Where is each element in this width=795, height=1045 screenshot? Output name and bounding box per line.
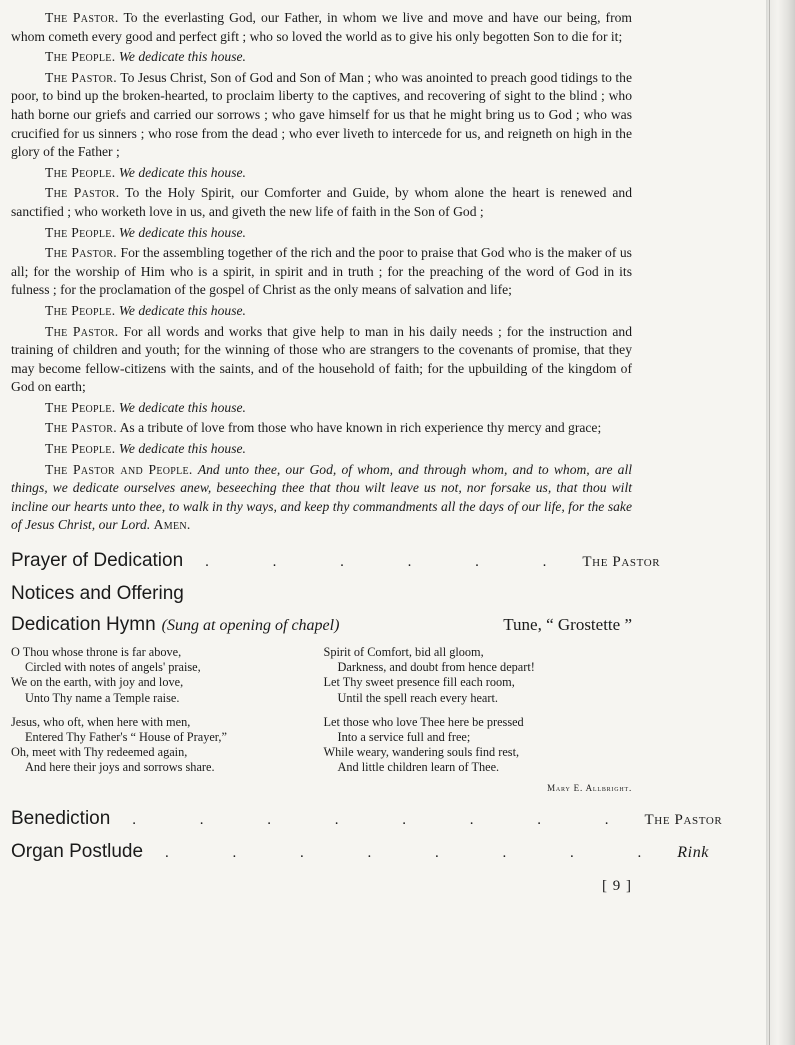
litany-pastor-5 (11, 323, 632, 397)
composer-label: Rink (677, 844, 710, 862)
page-edge (766, 0, 795, 1045)
section-title: Dedication Hymn (11, 614, 156, 636)
leader-dots: . . . . . . . . (165, 845, 672, 862)
benediction-row (11, 803, 723, 836)
verse-line: Until the spell reach every heart. (337, 690, 498, 705)
verse-line: Spirit of Comfort, bid all gloom, (323, 645, 484, 660)
speaker-label: The People. (45, 399, 116, 415)
litany-people-2 (11, 164, 632, 183)
page-content (11, 9, 723, 896)
notices-row (11, 578, 632, 609)
verse-line: O Thou whose throne is far above, (11, 645, 182, 660)
speaker-label: The People. (45, 164, 116, 180)
hymn-verse-3 (324, 645, 633, 706)
section-title: Benediction (11, 808, 111, 830)
hymn-subtitle: (Sung at opening of chapel) (161, 617, 340, 635)
speaker-label: The Pastor. (45, 420, 117, 436)
people-response: We dedicate this house. (118, 302, 246, 318)
verse-line: We on the earth, with joy and love, (11, 675, 184, 690)
verse-line: And little children learn of Thee. (337, 760, 500, 775)
officiant-label: The Pastor (582, 554, 661, 571)
amen-label: Amen. (153, 517, 191, 533)
speaker-label: The Pastor and People. (45, 461, 193, 477)
hymn-tune: Tune, “ Grostette ” (503, 615, 632, 635)
leader-dots: . . . . . . (205, 554, 577, 571)
section-title: Prayer of Dedication (11, 550, 184, 572)
verse-line: Jesus, who oft, when here with men, (11, 714, 191, 729)
speaker-label: The People. (45, 441, 116, 457)
litany-text: To the everlasting God, our Father, in whom we live and move and have our being, from whom cometh every good and perfect gift ; who so loved the world as to give his only begotten Son to die for it; (11, 10, 632, 44)
litany-people-3 (11, 224, 632, 243)
verse-line: Into a service full and free; (337, 730, 471, 745)
hymn-right-column (320, 645, 633, 785)
officiant-label: The Pastor (644, 812, 723, 829)
people-response: We dedicate this house. (118, 441, 246, 457)
speaker-label: The People. (45, 224, 116, 240)
hymn-verse-1 (11, 645, 320, 706)
verse-line: Oh, meet with Thy redeemed again, (11, 745, 188, 760)
hymn-verse-4 (324, 715, 633, 776)
closing-prayer: And unto thee, our God, of whom, and through whom, and to whom, are all things, we dedicate ourselves anew, beseeching thee that thou wilt leave us not, nor forsake us, that thou wilt incline our hearts unto thee, to walk in thy ways, and keep thy commandments all the days of our life, for the sake of Jesus Christ, our Lord. (11, 461, 633, 533)
litany-people-4 (11, 302, 632, 321)
litany-closing (11, 461, 632, 535)
people-response: We dedicate this house. (118, 224, 246, 240)
verse-line: Darkness, and doubt from hence depart! (337, 660, 535, 675)
litany-pastor-6 (11, 419, 632, 438)
page-number: [ 9 ] (602, 878, 632, 895)
prayer-of-dedication-row (11, 545, 661, 578)
litany-people-5 (11, 399, 632, 418)
litany-pastor-3 (11, 184, 632, 221)
speaker-label: The Pastor. (45, 10, 119, 25)
litany-people-6 (11, 440, 632, 459)
verse-line: Entered Thy Father's “ House of Prayer,” (25, 730, 227, 745)
speaker-label: The People. (45, 49, 116, 65)
people-response: We dedicate this house. (118, 49, 246, 65)
leader-dots: . . . . . . . . (132, 812, 639, 829)
people-response: We dedicate this house. (118, 164, 246, 180)
hymn-left-column (11, 645, 320, 785)
litany-text: To the Holy Spirit, our Comforter and Guide, by whom alone the heart is renewed and sanctified ; who worketh love in us, and giveth the new life of faith in the Son of God ; (11, 185, 632, 219)
litany-pastor-2 (11, 69, 632, 162)
litany-text: To Jesus Christ, Son of God and Son of Man ; who was anointed to preach good tidings to the poor, to bind up the broken-hearted, to proclaim liberty to the captives, and recovering of sight to the blind ; who hath borne our griefs and carried our sorrows ; who gave himself for us that he might bring us to God ; who was crucified for us sinners ; who rose from the dead ; who ever liveth to intercede for us, and reigneth on high in the glory of the Father ; (11, 69, 632, 160)
verse-line: While weary, wandering souls find rest, (323, 745, 520, 760)
hymn-verse-2 (11, 715, 320, 776)
verse-line: Circled with notes of angels' praise, (25, 660, 201, 675)
hymn-author: Mary E. Allbright. (547, 782, 632, 793)
speaker-label: The People. (45, 302, 116, 318)
speaker-label: The Pastor. (45, 69, 117, 85)
hymn-text (11, 645, 632, 785)
speaker-label: The Pastor. (45, 323, 119, 339)
litany-text: As a tribute of love from those who have known in rich experience thy mercy and grace; (119, 420, 602, 436)
section-title: Notices and Offering (11, 583, 184, 605)
section-title: Organ Postlude (11, 841, 144, 863)
litany-pastor-4 (11, 244, 632, 300)
speaker-label: The Pastor. (45, 185, 120, 201)
litany-text: For all words and works that give help to man in his daily needs ; for the instruction and training of children and youth; for the winning of those who are strangers to the covenants of promise, that they may become fellow-citizens with the saints, and of the household of faith; for the upbuilding of the kingdom of God on earth; (11, 323, 632, 395)
postlude-row (11, 836, 710, 869)
verse-line: And here their joys and sorrows share. (25, 760, 215, 775)
litany-pastor-1 (11, 9, 632, 46)
litany-text: For the assembling together of the rich and the poor to praise that God who is the maker of us all; for the worship of Him who is a spirit, in spirit and in truth ; for the preaching of the word of God in its fulness ; for the proclamation of the gospel of Christ as the only means of salvation and life; (11, 245, 632, 298)
people-response: We dedicate this house. (118, 399, 246, 415)
verse-line: Unto Thy name a Temple raise. (25, 690, 180, 705)
hymn-heading-row (11, 609, 632, 641)
verse-line: Let those who love Thee here be pressed (323, 714, 524, 729)
verse-line: Let Thy sweet presence fill each room, (323, 675, 515, 690)
speaker-label: The Pastor. (45, 245, 118, 261)
litany-people-1 (11, 48, 632, 67)
